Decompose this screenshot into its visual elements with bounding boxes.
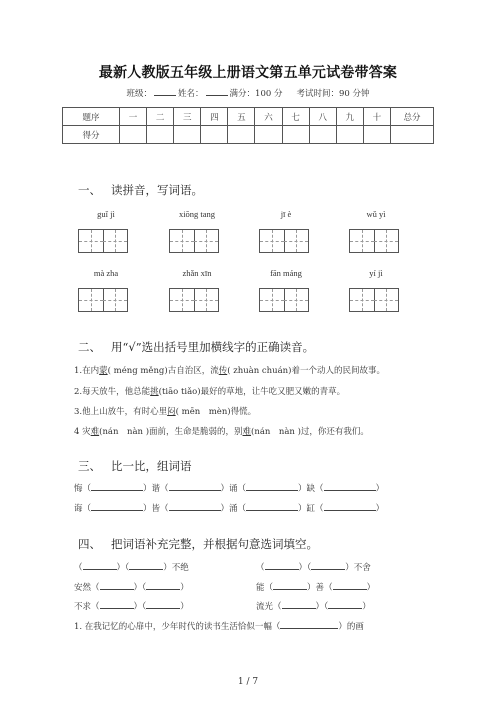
writing-grid[interactable]: [349, 229, 399, 253]
score-header-cell: 七: [282, 108, 309, 126]
score-cell[interactable]: [391, 126, 434, 144]
word-row: 悔（ ）谐（ ）诵（ ）缺（ ）: [74, 484, 385, 494]
pinyin-label: xiōng tang: [178, 209, 216, 219]
score-header-cell: 五: [228, 108, 255, 126]
score-cell[interactable]: [255, 126, 282, 144]
score-header-cell: 十: [363, 108, 390, 126]
section-2-heading: 二、 用“√”选出括号里加横线字的正确读音。: [78, 340, 315, 354]
score-header-row: [63, 108, 434, 126]
score-value-row: [63, 126, 434, 144]
class-blank[interactable]: [154, 87, 176, 96]
writing-grid[interactable]: [78, 288, 128, 312]
answer-blank[interactable]: [169, 502, 221, 511]
pinyin-label: mà zha: [93, 268, 119, 278]
answer-blank[interactable]: [246, 502, 298, 511]
pinyin-label: zhǎn xīn: [182, 268, 212, 278]
section-1-heading: 一、 读拼音，写词语。: [78, 183, 203, 197]
name-blank[interactable]: [206, 87, 228, 96]
page-number: 1 / 7: [237, 677, 259, 687]
answer-blank[interactable]: [100, 581, 134, 590]
score-header-cell: 二: [147, 108, 174, 126]
answer-blank[interactable]: [129, 561, 163, 570]
score-row-label: 得分: [63, 126, 120, 144]
score-header-cell: 总分: [391, 108, 434, 126]
answer-blank[interactable]: [146, 600, 180, 609]
answer-blank[interactable]: [311, 561, 345, 570]
answer-blank[interactable]: [91, 502, 143, 511]
page-title: 最新人教版五年级上册语文第五单元试卷带答案: [98, 65, 398, 81]
name-label: 姓名：: [178, 89, 204, 99]
writing-grid[interactable]: [259, 229, 309, 253]
answer-blank[interactable]: [246, 482, 298, 491]
question-line: 3.他上山放牛，有时心里闷( mēn mèn)得慌。: [74, 407, 257, 417]
score-header-cell: 九: [336, 108, 363, 126]
score-cell[interactable]: [363, 126, 390, 144]
writing-grid[interactable]: [259, 288, 309, 312]
answer-blank[interactable]: [324, 502, 376, 511]
full-score: 满分：100 分: [229, 89, 283, 99]
section-3-heading: 三、 比一比，组词语: [78, 459, 192, 473]
fill-row: 能（ ）善（ ）: [256, 583, 376, 593]
writing-grid[interactable]: [349, 288, 399, 312]
score-header-cell: 四: [201, 108, 228, 126]
answer-blank[interactable]: [324, 482, 376, 491]
score-cell[interactable]: [309, 126, 336, 144]
score-cell[interactable]: [228, 126, 255, 144]
score-cell[interactable]: [201, 126, 228, 144]
fill-row: （ ）（ ）不绝: [74, 563, 189, 573]
answer-blank[interactable]: [146, 581, 180, 590]
question-line: 4 灾难(nán nàn )面前，生命是脆弱的，别难(nán nàn )过，你还有我们。: [74, 427, 369, 437]
answer-blank[interactable]: [91, 482, 143, 491]
answer-blank[interactable]: [328, 600, 362, 609]
answer-blank[interactable]: [169, 482, 221, 491]
pinyin-label: guǐ jì: [97, 209, 115, 219]
sentence-line: 1. 在我记忆的心扉中，少年时代的读书生活恰似一幅（ ）的画: [74, 622, 364, 632]
pinyin-label: wǔ yì: [366, 209, 386, 219]
question-line: 2.每天放牛，他总能挑(tiāo tiǎo)最好的草地，让牛吃又肥又嫩的青草。: [74, 387, 346, 397]
answer-blank[interactable]: [273, 581, 307, 590]
pinyin-label: jī è: [280, 209, 292, 219]
writing-grid[interactable]: [78, 229, 128, 253]
score-cell[interactable]: [147, 126, 174, 144]
writing-grid[interactable]: [169, 288, 219, 312]
score-header-cell: 一: [120, 108, 147, 126]
answer-blank[interactable]: [265, 561, 299, 570]
answer-blank[interactable]: [282, 600, 316, 609]
exam-time: 考试时间：90 分钟: [296, 89, 370, 99]
exam-info: [0, 87, 496, 99]
pinyin-label: fān máng: [270, 268, 302, 278]
question-line: 1.在内蒙( méng měng)古自治区，流传( zhuàn chuán)着一个动人的民间故事。: [74, 366, 385, 376]
score-header-cell: 八: [309, 108, 336, 126]
score-header-cell: 题序: [63, 108, 120, 126]
score-cell[interactable]: [174, 126, 201, 144]
answer-blank[interactable]: [100, 600, 134, 609]
fill-row: （ ）（ ）不舍: [256, 563, 371, 573]
score-header-cell: 六: [255, 108, 282, 126]
score-header-cell: 三: [174, 108, 201, 126]
fill-row: 安然（ ）（ ）: [74, 583, 189, 593]
pinyin-label: yí jì: [369, 268, 383, 278]
word-row: 诲（ ）皆（ ）涌（ ）缸（ ）: [74, 504, 385, 514]
class-label: 班级：: [126, 89, 153, 99]
score-table: [62, 107, 434, 144]
answer-blank[interactable]: [333, 581, 367, 590]
answer-blank[interactable]: [280, 620, 338, 629]
section-4-heading: 四、 把词语补充完整，并根据句意选词填空。: [78, 537, 318, 551]
answer-blank[interactable]: [83, 561, 117, 570]
score-cell[interactable]: [336, 126, 363, 144]
score-cell[interactable]: [120, 126, 147, 144]
fill-row: 流光（ ）（ ）: [256, 602, 371, 612]
writing-grid[interactable]: [169, 229, 219, 253]
score-cell[interactable]: [282, 126, 309, 144]
fill-row: 不求（ ）（ ）: [74, 602, 189, 612]
